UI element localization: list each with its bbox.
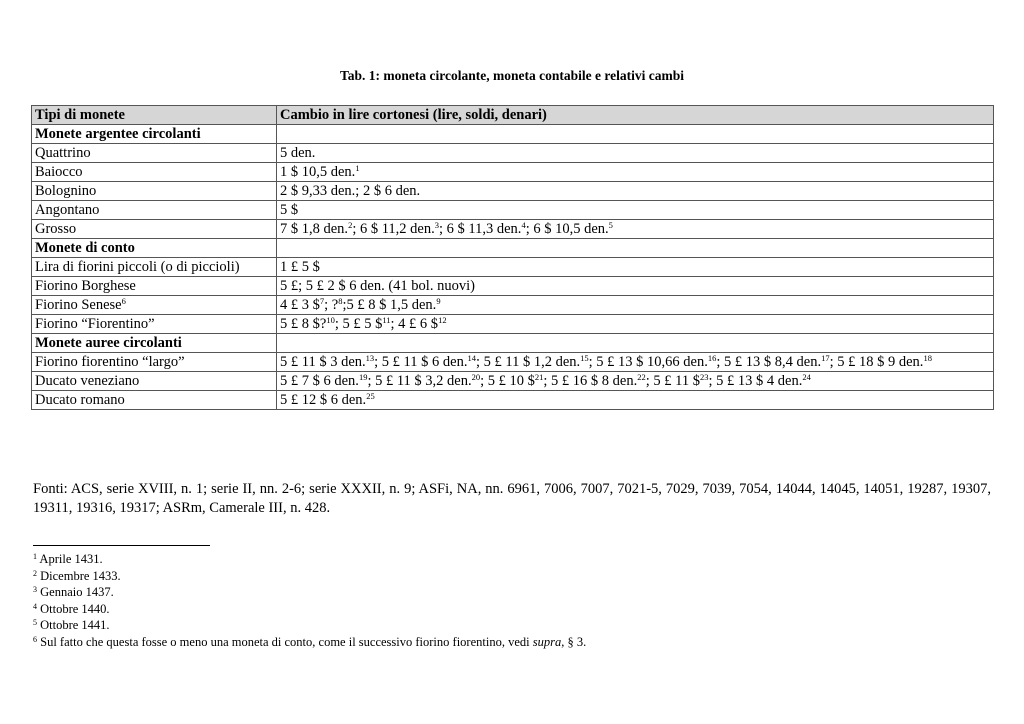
footnote-item [33, 584, 991, 601]
footnote-item [33, 568, 991, 585]
footnote-text: Dicembre 1433. [37, 568, 121, 583]
exchange-value-cell: 7 $ 1,8 den.$^2$; 6 $ 11,2 den.$^3$; 6 $ 11,3 den.$^4$; 6 $ 10,5 den.$^5$ [277, 220, 994, 239]
table-caption: Tab. 1: moneta circolante, moneta contabile e relativi cambi [340, 68, 684, 83]
table-row [32, 220, 994, 239]
footnote-number: 5 [33, 618, 37, 627]
table-row [32, 163, 994, 182]
coin-name-cell: Fiorino “Fiorentino” [32, 315, 277, 334]
exchange-value-cell: 5 £ 12 $ 6 den.$^{25}$ [277, 391, 994, 410]
coin-name-cell: Grosso [32, 220, 277, 239]
footnote-separator [33, 545, 210, 546]
exchange-value-cell: 2 $ 9,33 den.; 2 $ 6 den. [277, 182, 994, 201]
table-row [32, 391, 994, 410]
table-section-row [32, 334, 994, 353]
coin-name-cell: Baiocco [32, 163, 277, 182]
table-section-row [32, 125, 994, 144]
coin-name-cell: Bolognino [32, 182, 277, 201]
table-header-row [32, 106, 994, 125]
table-row [32, 372, 994, 391]
exchange-value-cell: 1 $ 10,5 den.$^1$ [277, 163, 994, 182]
exchange-value-cell [277, 334, 994, 353]
coin-name-cell: Fiorino Borghese [32, 277, 277, 296]
coin-name-cell: Ducato veneziano [32, 372, 277, 391]
footnote-item [33, 601, 991, 618]
exchange-value-cell: 5 £; 5 £ 2 $ 6 den. (41 bol. nuovi) [277, 277, 994, 296]
footnote-text: Sul fatto che questa fosse o meno una moneta di conto, come il successivo fiorino fiorentino, vedi supra, § 3. [37, 634, 587, 649]
footnote-number: 1 [33, 552, 37, 561]
footnote-text: Aprile 1431. [37, 552, 103, 566]
sources-paragraph: Fonti: ACS, serie XVIII, n. 1; serie II, nn. 2-6; serie XXXII, n. 9; ASFi, NA, nn. 6961, 7006, 7007, 7021-5, 7029, 7039, 7054, 14044, 14045, 14051, 19287, 19307, 19311, 19316, 19317; ASRm, Camerale III, n. 428. [33, 481, 991, 516]
footnote-number: 3 [33, 585, 37, 594]
footnote-item [33, 551, 991, 568]
footnote-text: Gennaio 1437. [37, 585, 114, 599]
footnote-item [33, 617, 991, 634]
exchange-value-cell: 5 £ 11 $ 3 den.$^{13}$; 5 £ 11 $ 6 den.$^{14}$; 5 £ 11 $ 1,2 den.$^{15}$; 5 £ 13 $ 10,66 den.$^{16}$; 5 £ 13 $ 8,4 den.$^{17}$; 5 £ 18 $ 9 den.$^{18}$ [277, 353, 994, 372]
table-row [32, 144, 994, 163]
footnote-number: 6 [33, 634, 37, 644]
table-row [32, 277, 994, 296]
table-row [32, 296, 994, 315]
table-row [32, 258, 994, 277]
header-cell-coin-types: Tipi di monete [32, 106, 277, 125]
exchange-value-cell: 1 £ 5 $ [277, 258, 994, 277]
exchange-value-cell: 5 den. [277, 144, 994, 163]
footnote-number: 2 [33, 568, 37, 578]
coin-name-cell: Ducato romano [32, 391, 277, 410]
footnotes [33, 551, 991, 650]
coin-name-cell: Fiorino fiorentino “largo” [32, 353, 277, 372]
exchange-value-cell: 4 £ 3 \$$^7$; ?$^8$;5 £ 8 $ 1,5 den.$^9$ [277, 296, 994, 315]
exchange-value-cell: 5 £ 8 $?$^{10}$; 5 £ 5 \$$^{11}$; 4 £ 6 \$$^{12}$ [277, 315, 994, 334]
coin-name-cell: Quattrino [32, 144, 277, 163]
header-cell-exchange: Cambio in lire cortonesi (lire, soldi, denari) [277, 106, 994, 125]
footnote-text: Ottobre 1441. [37, 618, 110, 632]
section-title-cell: Monete auree circolanti [32, 334, 277, 353]
exchange-value-cell: 5 £ 7 $ 6 den.$^{19}$; 5 £ 11 $ 3,2 den.$^{20}$; 5 £ 10 \$$^{21}$; 5 £ 16 $ 8 den.$^{22}$; 5 £ 11 \$$^{23}$; 5 £ 13 $ 4 den.$^{24}$ [277, 372, 994, 391]
table-section-row [32, 239, 994, 258]
exchange-value-cell [277, 125, 994, 144]
table-row [32, 353, 994, 372]
section-title-cell: Monete di conto [32, 239, 277, 258]
coin-name-cell: Fiorino Senese$^6$ [32, 296, 277, 315]
coin-name-cell: Angontano [32, 201, 277, 220]
footnote-number: 4 [33, 601, 37, 611]
exchange-value-cell: 5 $ [277, 201, 994, 220]
coin-name-cell: Lira di fiorini piccoli (o di piccioli) [32, 258, 277, 277]
footnote-text: Ottobre 1440. [37, 601, 110, 616]
section-title-cell: Monete argentee circolanti [32, 125, 277, 144]
table-row [32, 201, 994, 220]
table-row [32, 182, 994, 201]
exchange-value-cell [277, 239, 994, 258]
table-row [32, 315, 994, 334]
exchange-table [31, 105, 994, 410]
footnote-item [33, 634, 991, 651]
